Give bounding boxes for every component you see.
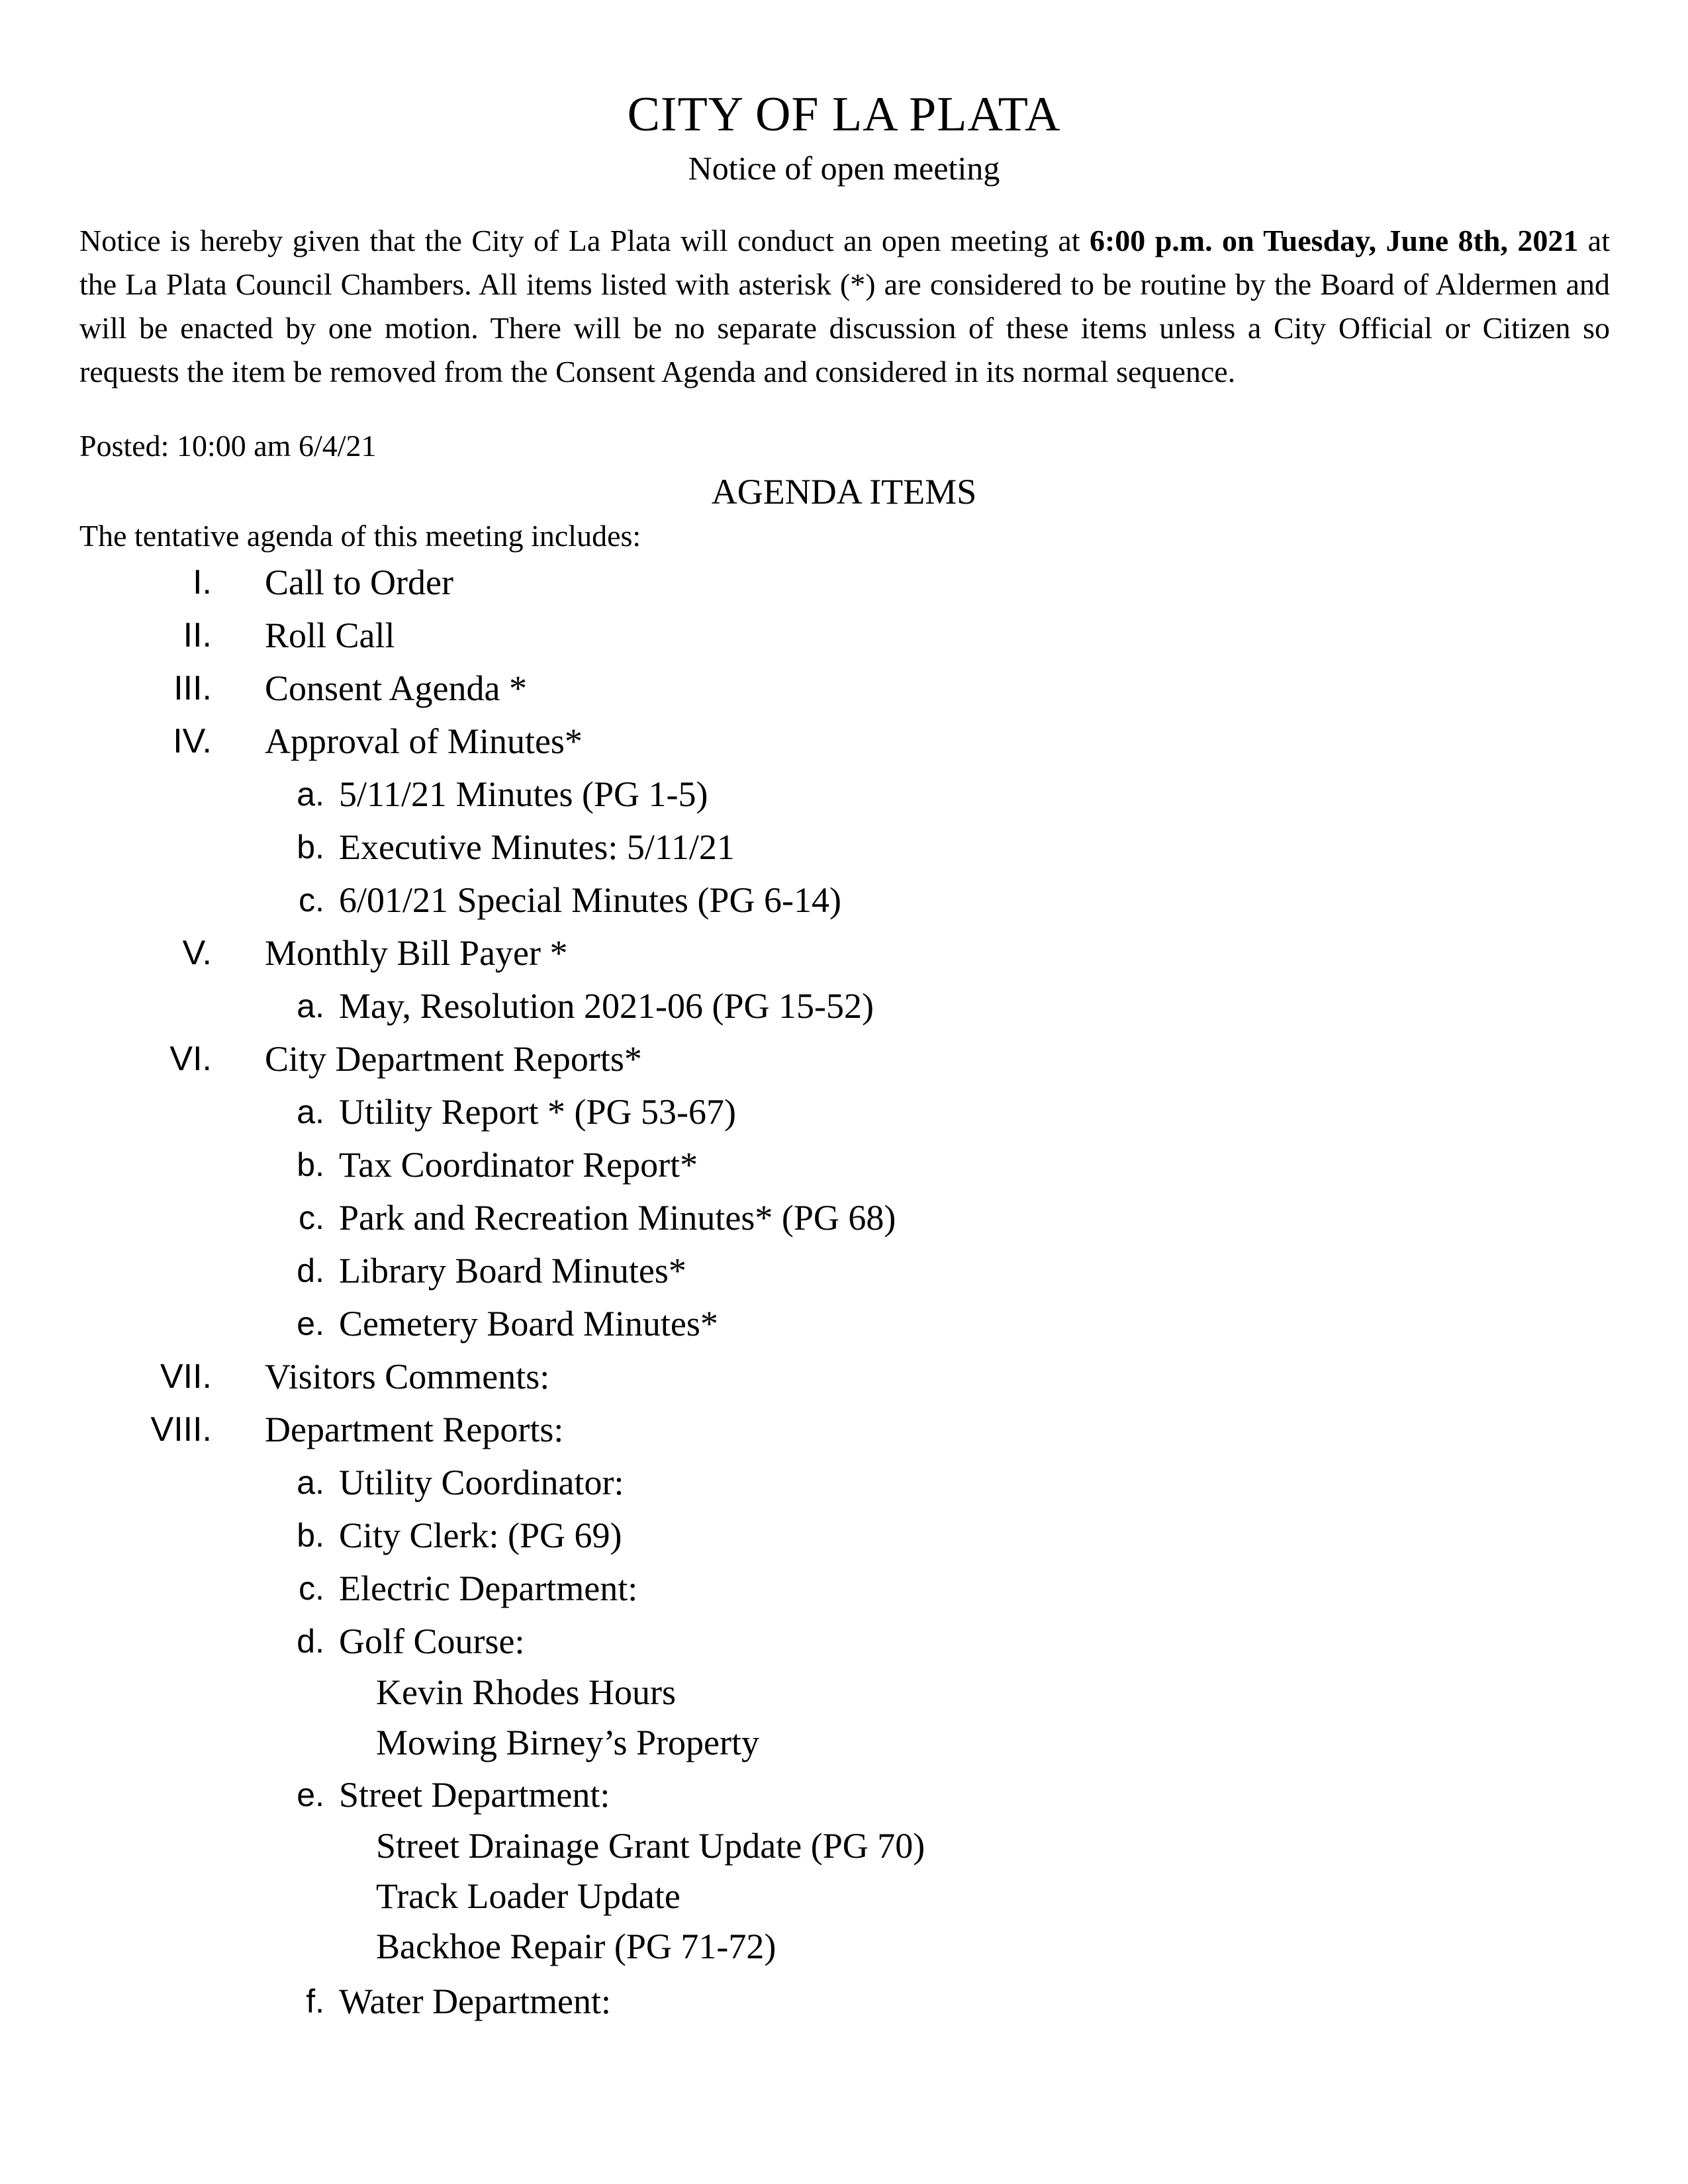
agenda-item-numeral: II.: [183, 616, 212, 655]
agenda-item: [0, 715, 1688, 768]
agenda-subitem: [0, 1244, 1688, 1297]
agenda-subitem: [0, 768, 1688, 821]
agenda-subitem: [0, 1562, 1688, 1615]
page-subtitle: Notice of open meeting: [688, 150, 1000, 187]
meeting-datetime: 6:00 p.m. on Tuesday, June 8th, 2021: [1089, 224, 1579, 257]
agenda-item: [0, 556, 1688, 609]
agenda-subitem: [0, 1191, 1688, 1244]
agenda-subitem-label: Utility Coordinator:: [339, 1463, 624, 1502]
agenda-item-label: Department Reports:: [265, 1410, 564, 1449]
agenda-subitem-label: Water Department:: [339, 1981, 611, 2021]
agenda-item-label: Approval of Minutes*: [265, 721, 583, 761]
agenda-item-label: Monthly Bill Payer *: [265, 933, 568, 973]
agenda-subitem-letter: e.: [297, 1776, 324, 1813]
agenda-heading: AGENDA ITEMS: [711, 472, 977, 512]
agenda-subitem: [0, 1297, 1688, 1350]
agenda-subitem-label: 6/01/21 Special Minutes (PG 6-14): [339, 880, 841, 920]
agenda-item: [0, 927, 1688, 979]
agenda-subitem: [0, 821, 1688, 874]
agenda-subitem-golf: [0, 1615, 1688, 1668]
agenda-item: [0, 1032, 1688, 1085]
agenda-subitem: [0, 874, 1688, 927]
agenda-subitem-letter: c.: [299, 1570, 324, 1607]
agenda-subitem-letter: d.: [297, 1623, 324, 1660]
agenda-detail: Kevin Rhodes Hours: [376, 1672, 676, 1712]
agenda-subitem-letter: e.: [297, 1305, 324, 1342]
agenda-intro: The tentative agenda of this meeting includes:: [79, 519, 641, 553]
agenda-subitem-label: 5/11/21 Minutes (PG 1-5): [339, 774, 708, 814]
notice-body: at the La Plata Council Chambers. All items listed with asterisk (*) are considered to be routine by the Board of Aldermen and will be enacted by one motion. There will be no separate discussion of these items unless a City Official or Citizen so requests the item be removed from the Consent Agenda and considered in its normal sequence.: [79, 224, 1610, 388]
agenda-subitem-letter: a.: [297, 987, 324, 1024]
agenda-item: [0, 1350, 1688, 1403]
agenda-item-label: Consent Agenda *: [265, 668, 527, 708]
agenda-item: [0, 662, 1688, 715]
page-title: CITY OF LA PLATA: [627, 87, 1061, 142]
agenda-detail: Backhoe Repair (PG 71-72): [376, 1927, 776, 1966]
agenda-detail: Street Drainage Grant Update (PG 70): [376, 1826, 925, 1866]
agenda-item-label: Visitors Comments:: [265, 1357, 550, 1396]
posted-timestamp: Posted: 10:00 am 6/4/21: [79, 429, 377, 463]
agenda-item-numeral: V.: [182, 934, 212, 972]
agenda-subitem-label: Street Department:: [339, 1775, 610, 1815]
agenda-subitem-label: Executive Minutes: 5/11/21: [339, 827, 735, 867]
agenda-subitem-letter: f.: [306, 1983, 324, 2020]
agenda-item: [0, 609, 1688, 662]
agenda-item: [0, 1403, 1688, 1456]
agenda-subitem-letter: a.: [297, 1464, 324, 1501]
agenda-item-numeral: IV.: [173, 722, 212, 760]
agenda-subitem-letter: d.: [297, 1252, 324, 1289]
agenda-subitem-label: City Clerk: (PG 69): [339, 1516, 622, 1555]
agenda-subitem-letter: b.: [297, 829, 324, 866]
agenda-item-numeral: VIII.: [150, 1410, 212, 1449]
agenda-item-label: Call to Order: [265, 563, 453, 602]
notice-paragraph: [79, 219, 1610, 394]
agenda-subitem-label: Cemetery Board Minutes*: [339, 1304, 718, 1343]
agenda-subitem: [0, 1456, 1688, 1509]
agenda-detail: Mowing Birney’s Property: [376, 1723, 759, 1762]
agenda-item-numeral: VII.: [160, 1357, 212, 1396]
agenda-subitem-letter: c.: [299, 882, 324, 919]
agenda-subitem-label: May, Resolution 2021-06 (PG 15-52): [339, 986, 874, 1026]
agenda-subitem-label: Electric Department:: [339, 1569, 638, 1608]
agenda-subitem-letter: b.: [297, 1146, 324, 1183]
agenda-item-numeral: I.: [193, 563, 212, 602]
notice-lead: Notice is hereby given that the City of La Plata will conduct an open meeting at: [79, 224, 1090, 257]
agenda-subitem-label: Golf Course:: [339, 1621, 525, 1661]
agenda-subitem-label: Library Board Minutes*: [339, 1251, 686, 1291]
agenda-subitem: [0, 979, 1688, 1032]
agenda-subitem: [0, 1138, 1688, 1191]
agenda-subitem-water: [0, 1975, 1688, 2028]
agenda-item-label: City Department Reports*: [265, 1039, 642, 1079]
agenda-subitem-label: Utility Report * (PG 53-67): [339, 1092, 736, 1132]
agenda-subitem-label: Tax Coordinator Report*: [339, 1145, 698, 1185]
agenda-subitem-letter: b.: [297, 1517, 324, 1554]
agenda-subitem: [0, 1085, 1688, 1138]
agenda-subitem-letter: a.: [297, 776, 324, 813]
agenda-subitem-label: Park and Recreation Minutes* (PG 68): [339, 1198, 896, 1238]
agenda-item-numeral: III.: [173, 669, 212, 707]
agenda-item-numeral: VI.: [169, 1040, 212, 1078]
agenda-detail: Track Loader Update: [376, 1876, 680, 1916]
agenda-item-label: Roll Call: [265, 615, 395, 655]
agenda-subitem: [0, 1509, 1688, 1562]
agenda-subitem-letter: c.: [299, 1199, 324, 1236]
agenda-subitem-letter: a.: [297, 1093, 324, 1130]
agenda-subitem-street: [0, 1768, 1688, 1821]
